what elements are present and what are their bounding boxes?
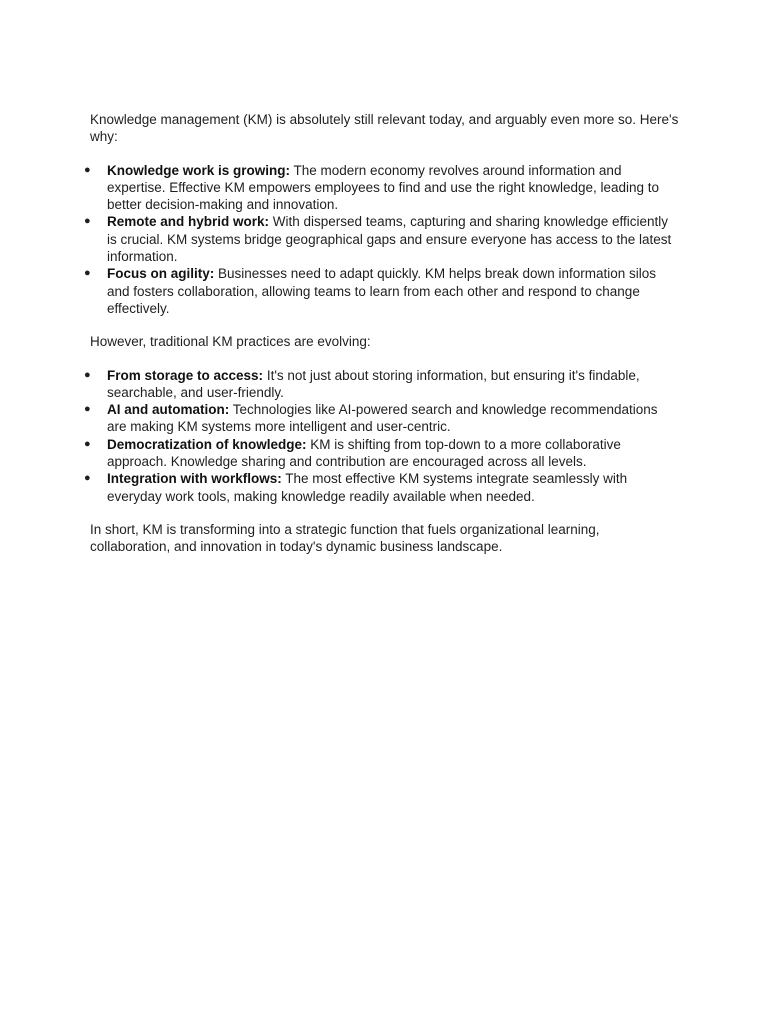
list-item [84, 367, 680, 402]
list-item-title: From storage to access: [107, 367, 264, 383]
conclusion-paragraph: In short, KM is transforming into a strategic function that fuels organizational learning, collaboration, and innovation in today's dynamic business landscape. [90, 521, 600, 555]
transition-paragraph: However, traditional KM practices are evolving: [90, 334, 371, 350]
list-item-title: Democratization of knowledge: [107, 436, 307, 452]
bullet-icon: ● [84, 267, 91, 280]
list-item-text: It's not just about storing information, but ensuring it's findable, searchable, and user-friendly. [107, 367, 640, 400]
intro-paragraph: Knowledge management (KM) is absolutely still relevant today, and arguably even more so. Here's why: [90, 112, 679, 145]
document-page [84, 111, 680, 556]
list-item [84, 401, 680, 436]
list-item-text: The most effective KM systems integrate seamlessly with everyday work tools, making knowledge readily available when needed. [107, 471, 628, 504]
list-item-title: Knowledge work is growing: [107, 162, 291, 178]
evolution-list [84, 367, 680, 505]
list-item-text: KM is shifting from top-down to a more collaborative approach. Knowledge sharing and contribution are encouraged across all levels. [107, 436, 621, 470]
list-item [84, 470, 680, 505]
list-item-title: Integration with workflows: [107, 471, 282, 487]
list-item [84, 162, 680, 214]
list-item-text: The modern economy revolves around information and expertise. Effective KM empowers employees to find and use the right knowledge, leading to better decision-making and innovation. [107, 162, 660, 213]
bullet-icon: ● [84, 472, 91, 485]
list-item [84, 436, 680, 471]
list-item-text: With dispersed teams, capturing and sharing knowledge efficiently is crucial. KM systems bridge geographical gaps and ensure everyone has access to the latest information. [107, 214, 672, 265]
list-item-title: AI and automation: [107, 402, 230, 418]
bullet-icon: ● [84, 215, 91, 228]
list-item-text: Technologies like AI-powered search and knowledge recommendations are making KM systems more intelligent and user-centric. [107, 402, 658, 435]
list-item [84, 265, 680, 317]
bullet-icon: ● [84, 437, 91, 450]
list-item-title: Remote and hybrid work: [107, 214, 270, 230]
bullet-icon: ● [84, 368, 91, 381]
list-item [84, 213, 680, 265]
bullet-icon: ● [84, 403, 91, 416]
bullet-icon: ● [84, 163, 91, 176]
list-item-text: Businesses need to adapt quickly. KM helps break down information silos and fosters collaboration, allowing teams to learn from each other and respond to change effectively. [107, 266, 657, 316]
list-item-title: Focus on agility: [107, 266, 215, 282]
relevance-list [84, 162, 680, 318]
